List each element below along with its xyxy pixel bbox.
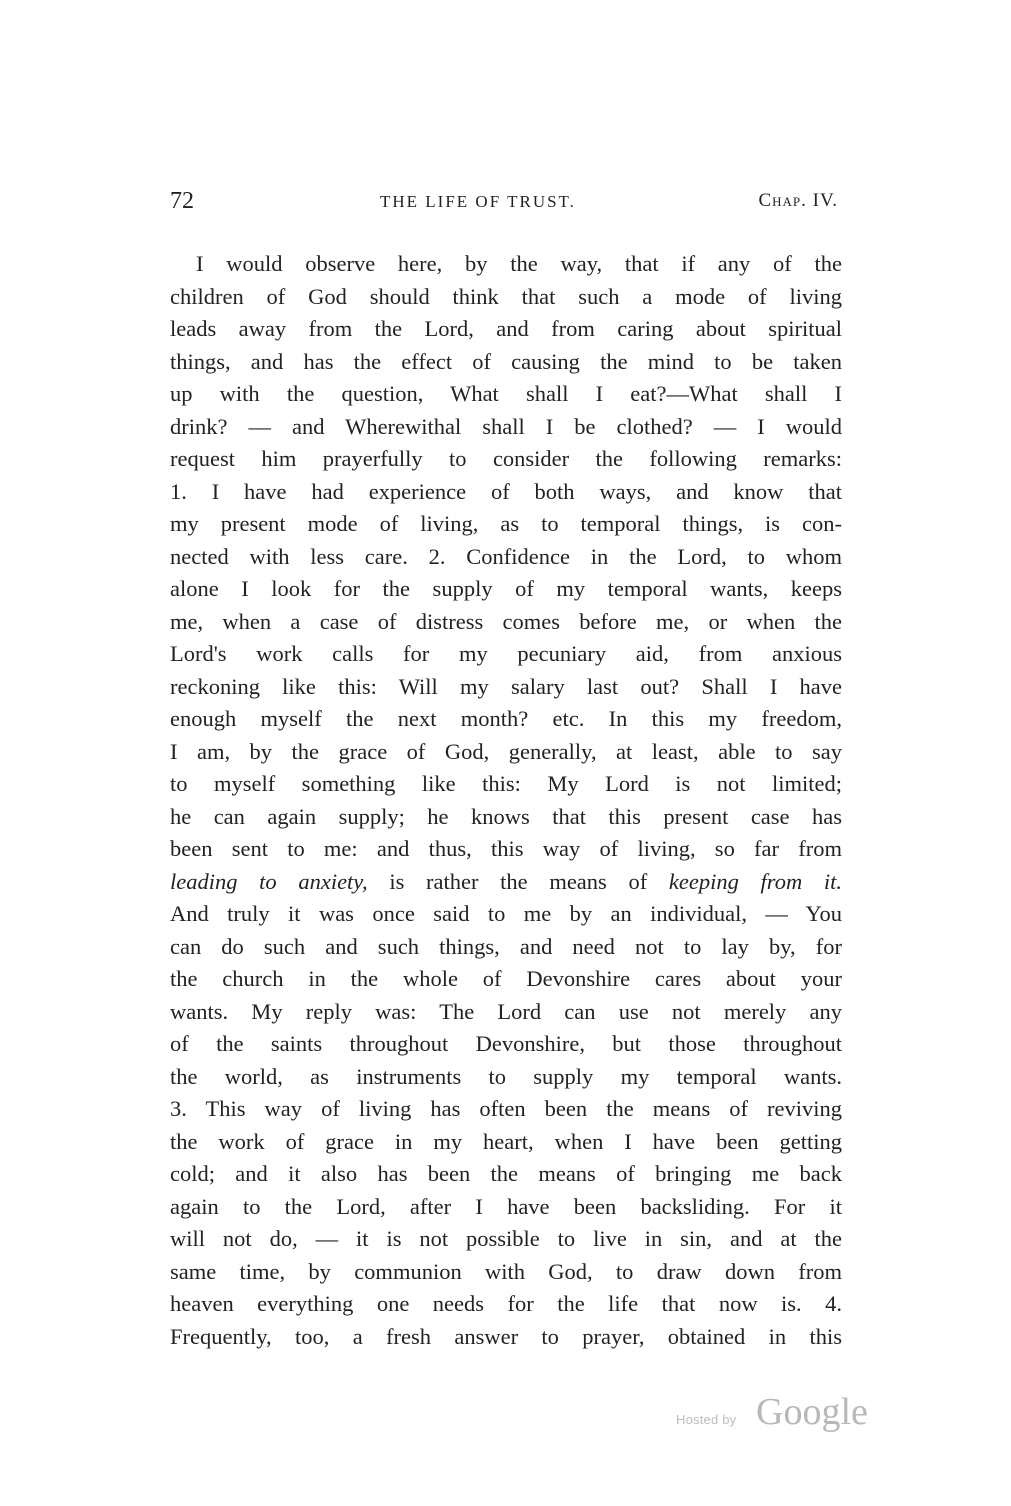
- text-line: been sent to me: and thus, this way of living, so far from: [170, 836, 842, 861]
- text-line: cold; and it also has been the means of bringing me back: [170, 1161, 842, 1186]
- text-line: reckoning like this: Will my salary last out? Shall I have: [170, 673, 842, 699]
- text-line: wants. My reply was: The Lord can use not merely any: [170, 998, 842, 1024]
- page-number: 72: [170, 188, 194, 214]
- text-line: same time, by communion with God, to draw down from: [170, 1258, 842, 1284]
- text-line: 3. This way of living has often been the means of reviving: [170, 1096, 842, 1121]
- italic-phrase: leading to anxiety,: [170, 868, 368, 894]
- text-line: drink? — and Wherewithal shall I be clothed? — I would: [170, 413, 842, 439]
- text-line: he can again supply; he knows that this present case has: [170, 803, 842, 829]
- text-line: heaven everything one needs for the life that now is. 4.: [170, 1291, 842, 1316]
- text-line-italic-mixed: [170, 866, 842, 899]
- text-line: things, and has the effect of causing the mind to be taken: [170, 348, 842, 374]
- text-line: enough myself the next month? etc. In this my freedom,: [170, 706, 842, 731]
- text-line: I would observe here, by the way, that if any of the: [196, 251, 842, 276]
- plain-phrase: is rather the means of: [367, 868, 669, 894]
- text-line: And truly it was once said to me by an individual, — You: [170, 901, 842, 926]
- text-line: my present mode of living, as to temporal things, is con-: [170, 511, 842, 536]
- text-line: children of God should think that such a mode of living: [170, 283, 842, 309]
- hosted-by-label: Hosted by: [676, 1412, 737, 1427]
- italic-phrase: keeping from it.: [668, 868, 842, 894]
- text-line: request him prayerfully to consider the following remarks:: [170, 446, 842, 471]
- text-line: again to the Lord, after I have been backsliding. For it: [170, 1193, 842, 1219]
- text-line: can do such and such things, and need not to lay by, for: [170, 933, 842, 959]
- text-line: 1. I have had experience of both ways, and know that: [170, 478, 842, 504]
- text-line: Lord's work calls for my pecuniary aid, from anxious: [170, 641, 842, 666]
- text-line: the church in the whole of Devonshire cares about your: [170, 966, 842, 991]
- text-line: of the saints throughout Devonshire, but those throughout: [170, 1031, 842, 1056]
- text-line: Frequently, too, a fresh answer to prayer, obtained in this: [170, 1323, 842, 1349]
- text-line: the world, as instruments to supply my temporal wants.: [170, 1063, 842, 1089]
- text-line: me, when a case of distress comes before me, or when the: [170, 608, 842, 634]
- text-line: to myself something like this: My Lord is not limited;: [170, 771, 842, 796]
- text-line: I am, by the grace of God, generally, at least, able to say: [170, 738, 842, 764]
- body-paragraph: [170, 248, 842, 1353]
- chapter-label: Chap. IV.: [758, 190, 838, 211]
- text-line: up with the question, What shall I eat?—What shall I: [170, 381, 842, 406]
- text-line: leads away from the Lord, and from caring about spiritual: [170, 316, 842, 341]
- text-line: the work of grace in my heart, when I have been getting: [170, 1128, 842, 1154]
- running-title: THE LIFE OF TRUST.: [380, 192, 576, 211]
- text-line: alone I look for the supply of my temporal wants, keeps: [170, 576, 842, 601]
- text-line: nected with less care. 2. Confidence in the Lord, to whom: [170, 543, 842, 569]
- google-watermark: [676, 1391, 886, 1442]
- text-line: will not do, — it is not possible to live in sin, and at the: [170, 1226, 842, 1251]
- google-logo: Google: [756, 1391, 868, 1433]
- running-head: [170, 188, 838, 222]
